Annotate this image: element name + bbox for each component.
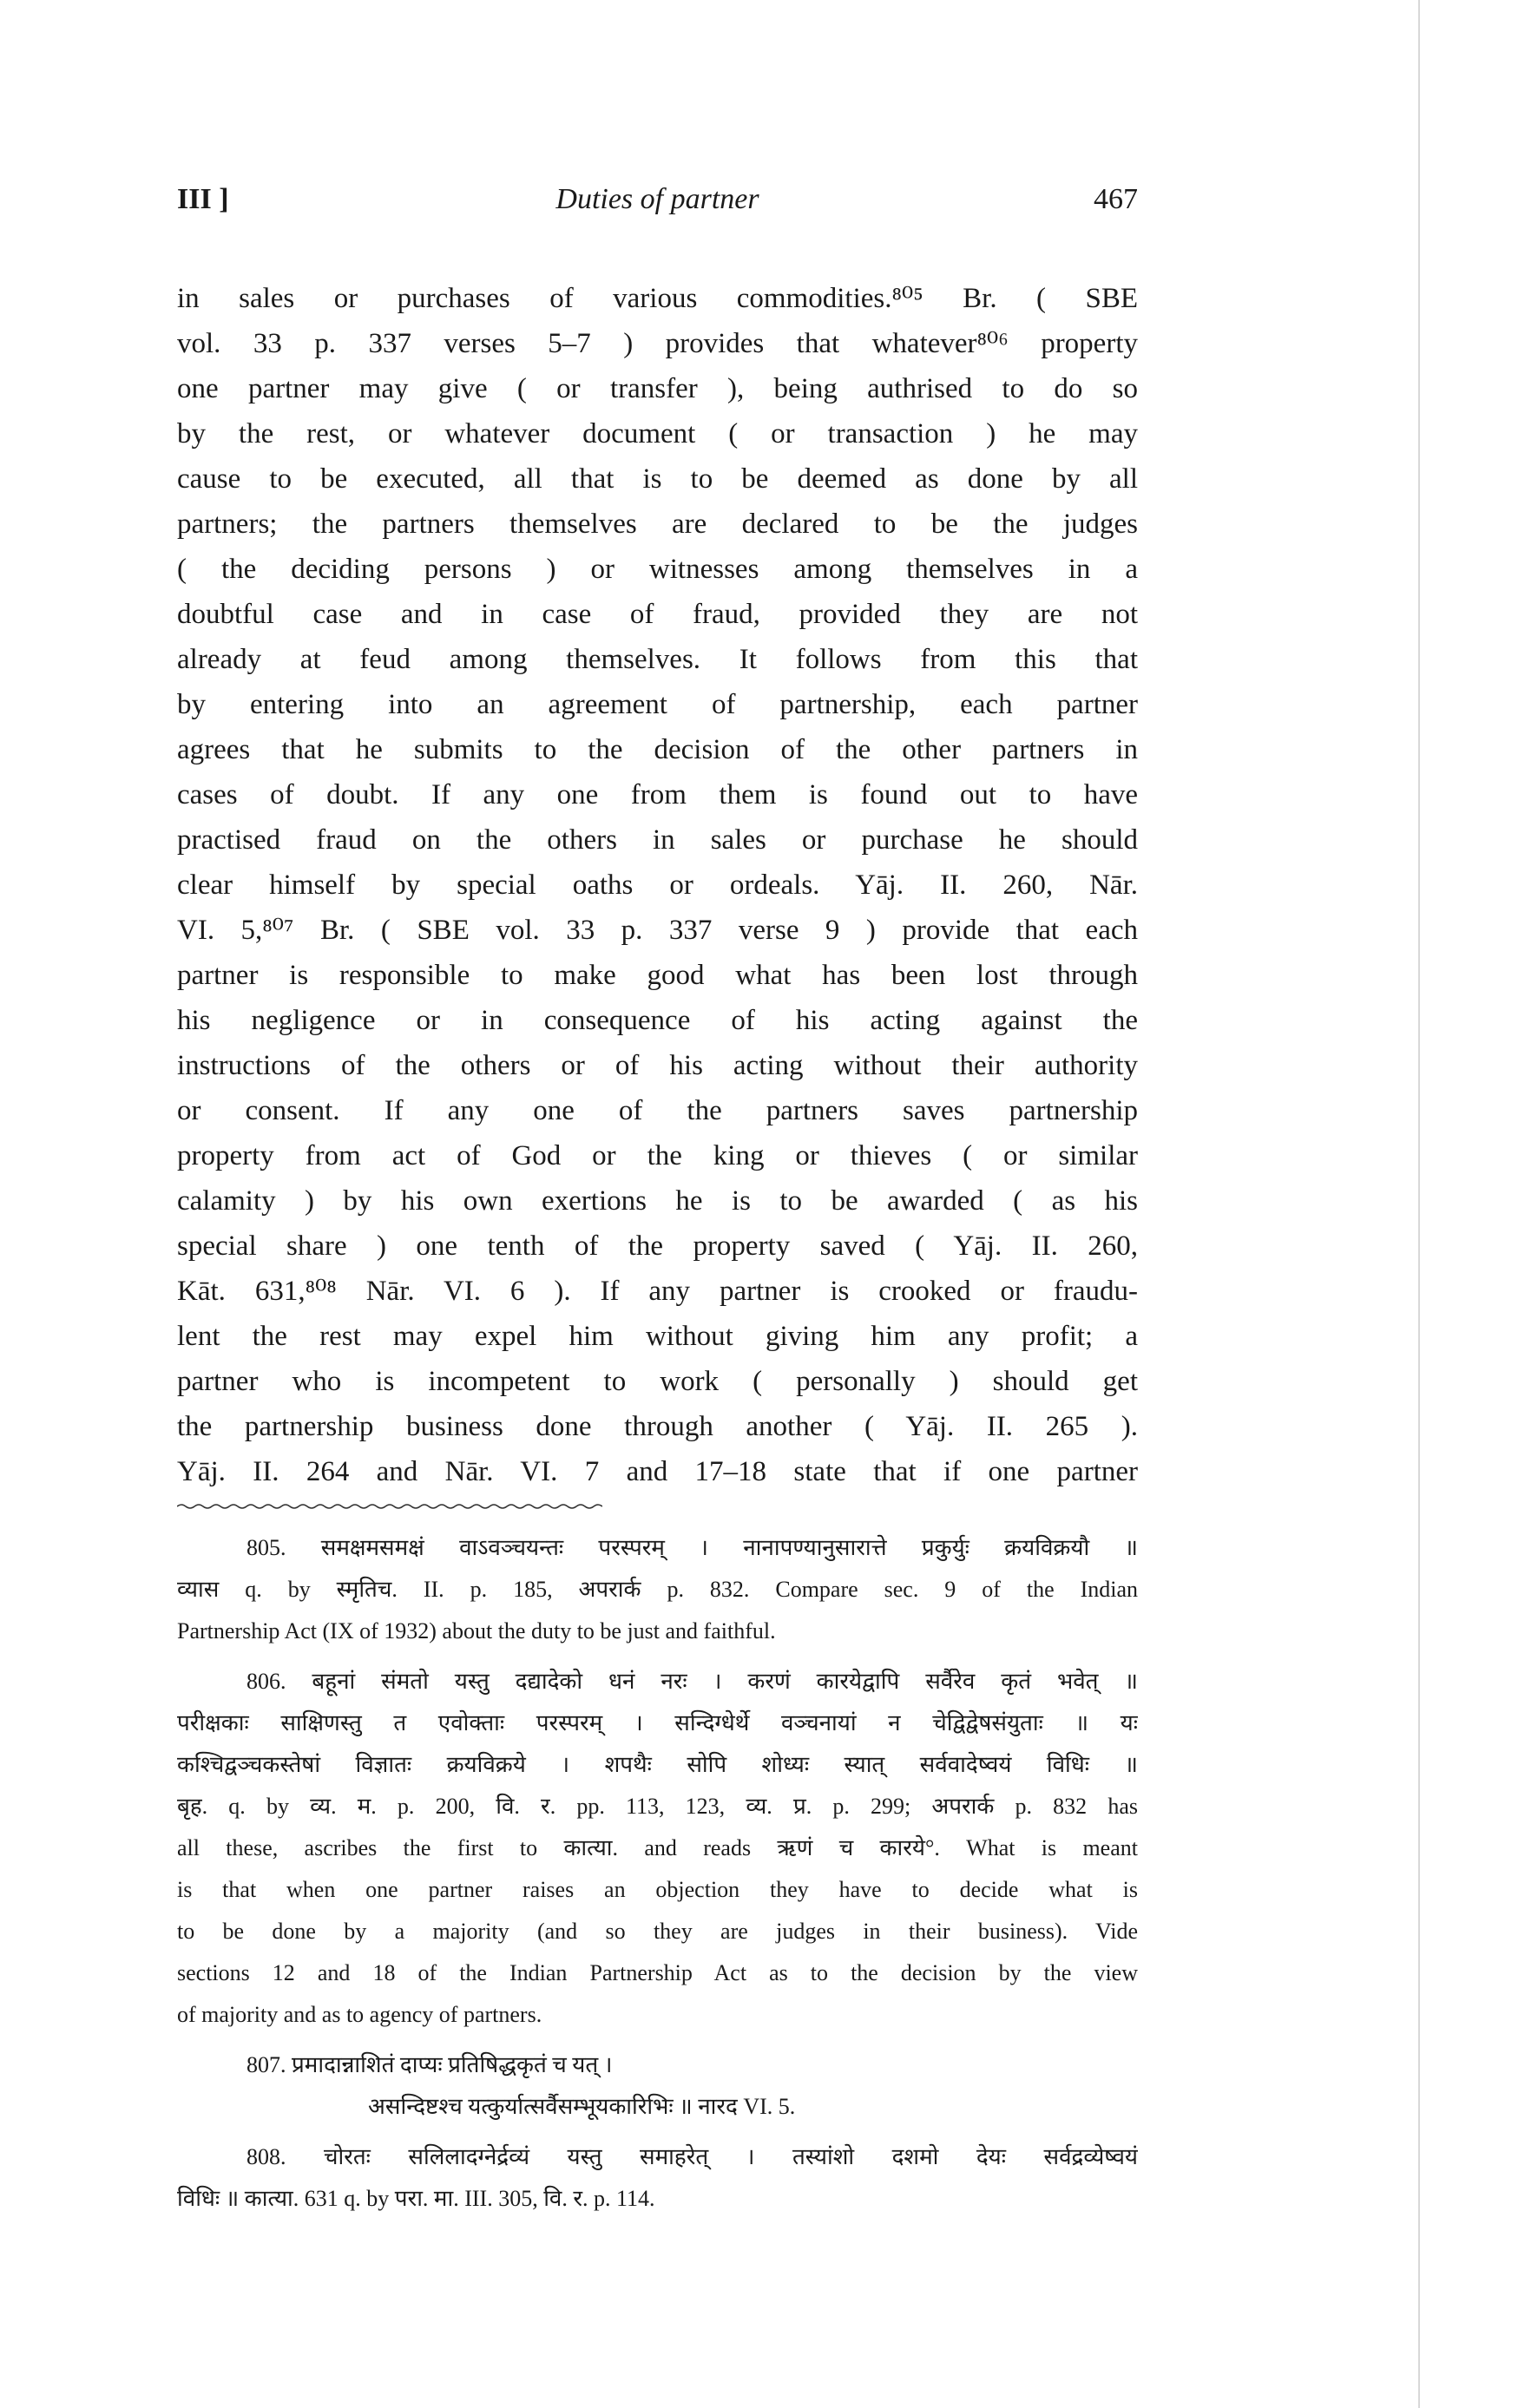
text-line: clear himself by special oaths or ordeals. Yāj. II. 260, Nār. bbox=[177, 869, 1138, 901]
main-text bbox=[177, 276, 1138, 1494]
footnote-line: विधिः ॥ कात्या. 631 q. by परा. मा. III. 305, वि. र. p. 114. bbox=[177, 2186, 655, 2211]
footnote-line: असन्दिष्टश्च यत्कुर्यात्सर्वैसम्भूयकारिभिः ॥ नारद VI. 5. bbox=[368, 2094, 796, 2119]
footnote-805 bbox=[177, 1527, 1138, 1661]
text-line: property from act of God or the king or thieves ( or similar bbox=[177, 1140, 1138, 1171]
running-header bbox=[177, 178, 1138, 221]
text-line: the partnership business done through another ( Yāj. II. 265 ). bbox=[177, 1411, 1138, 1442]
text-line: Kāt. 631,⁸⁰⁸ Nār. VI. 6 ). If any partner is crooked or fraudu- bbox=[177, 1276, 1138, 1307]
footnote-line: 805. समक्षमसमक्षं वाऽवञ्चयन्तः परस्परम् । नानापण्यानुसारात्ते प्रकुर्युः क्रयविक्रयौ ॥ bbox=[246, 1535, 1138, 1560]
text-line: in sales or purchases of various commodities.⁸⁰⁵ Br. ( SBE bbox=[177, 283, 1138, 314]
text-line: lent the rest may expel him without giving him any profit; a bbox=[177, 1321, 1138, 1352]
footnote-line: all these, ascribes the first to कात्या. and reads ऋणं च कारये°. What is meant bbox=[177, 1835, 1138, 1860]
text-line: or consent. If any one of the partners saves partnership bbox=[177, 1095, 1138, 1126]
page-number: 467 bbox=[1094, 183, 1138, 215]
text-line: partners; the partners themselves are declared to be the judges bbox=[177, 509, 1138, 540]
text-line: already at feud among themselves. It follows from this that bbox=[177, 644, 1138, 675]
footnote-line: sections 12 and 18 of the Indian Partnership Act as to the decision by the view bbox=[177, 1960, 1138, 1985]
text-line: vol. 33 p. 337 verses 5–7 ) provides that whatever⁸⁰⁶ property bbox=[177, 328, 1138, 359]
text-line: ( the deciding persons ) or witnesses among themselves in a bbox=[177, 554, 1138, 585]
footnote-line: to be done by a majority (and so they are judges in their business). Vide bbox=[177, 1919, 1138, 1944]
text-line: doubtful case and in case of fraud, provided they are not bbox=[177, 599, 1138, 630]
text-line: his negligence or in consequence of his acting against the bbox=[177, 1005, 1138, 1036]
text-line: partner is responsible to make good what has been lost through bbox=[177, 960, 1138, 991]
text-line: Yāj. II. 264 and Nār. VI. 7 and 17–18 state that if one partner bbox=[177, 1456, 1138, 1487]
footnote-separator bbox=[177, 1501, 602, 1512]
text-line: partner who is incompetent to work ( personally ) should get bbox=[177, 1366, 1138, 1397]
chapter-marker: III ] bbox=[177, 183, 229, 215]
text-line: agrees that he submits to the decision of the other partners in bbox=[177, 734, 1138, 765]
text-line: instructions of the others or of his acting without their authority bbox=[177, 1050, 1138, 1081]
running-title: Duties of partner bbox=[555, 183, 759, 215]
footnote-line: of majority and as to agency of partners. bbox=[177, 2002, 542, 2027]
text-line: calamity ) by his own exertions he is to be awarded ( as his bbox=[177, 1185, 1138, 1217]
footnote-line: 808. चोरतः सलिलादग्नेर्द्रव्यं यस्तु समाहरेत् । तस्यांशो दशमो देयः सर्वद्रव्येष्वयं bbox=[246, 2144, 1138, 2169]
text-line: one partner may give ( or transfer ), being authrised to do so bbox=[177, 373, 1138, 404]
text-line: by the rest, or whatever document ( or transaction ) he may bbox=[177, 418, 1138, 449]
footnote-807 bbox=[177, 2044, 1138, 2136]
text-line: special share ) one tenth of the property saved ( Yāj. II. 260, bbox=[177, 1230, 1138, 1262]
footnote-line: कश्चिद्वञ्चकस्तेषां विज्ञातः क्रयविक्रये । शपथैः सोपि शोध्यः स्यात् सर्ववादेष्वयं विधिः ॥ bbox=[177, 1752, 1138, 1777]
text-line: cases of doubt. If any one from them is found out to have bbox=[177, 779, 1138, 810]
text-line: cause to be executed, all that is to be deemed as done by all bbox=[177, 463, 1138, 495]
footnote-806 bbox=[177, 1661, 1138, 2044]
footnote-line: 807. प्रमादान्नाशितं दाप्यः प्रतिषिद्धकृतं च यत् । bbox=[246, 2052, 613, 2077]
footnote-line: 806. बहूनां संमतो यस्तु दद्यादेको धनं नरः । करणं कारयेद्वापि सर्वैरेव कृतं भवेत् ॥ bbox=[246, 1669, 1138, 1694]
footnote-line: व्यास q. by स्मृतिच. II. p. 185, अपरार्क p. 832. Compare sec. 9 of the Indian bbox=[177, 1577, 1138, 1602]
footnote-line: is that when one partner raises an objection they have to decide what is bbox=[177, 1877, 1138, 1902]
text-line: VI. 5,⁸⁰⁷ Br. ( SBE vol. 33 p. 337 verse 9 ) provide that each bbox=[177, 915, 1138, 946]
text-line: by entering into an agreement of partnership, each partner bbox=[177, 689, 1138, 720]
page-edge-line bbox=[1418, 0, 1420, 2408]
footnote-line: Partnership Act (IX of 1932) about the duty to be just and faithful. bbox=[177, 1618, 776, 1644]
text-line: practised fraud on the others in sales or purchase he should bbox=[177, 824, 1138, 856]
footnote-808 bbox=[177, 2136, 1138, 2228]
footnote-line: बृह. q. by व्य. म. p. 200, वि. र. pp. 113, 123, व्य. प्र. p. 299; अपरार्क p. 832 has bbox=[177, 1794, 1138, 1819]
footnote-line: परीक्षकाः साक्षिणस्तु त एवोक्ताः परस्परम् । सन्दिग्धेर्थे वञ्चनायां न चेद्विद्वेषसंयुताः ॥ यः bbox=[177, 1710, 1138, 1735]
footnotes bbox=[177, 1527, 1138, 2228]
